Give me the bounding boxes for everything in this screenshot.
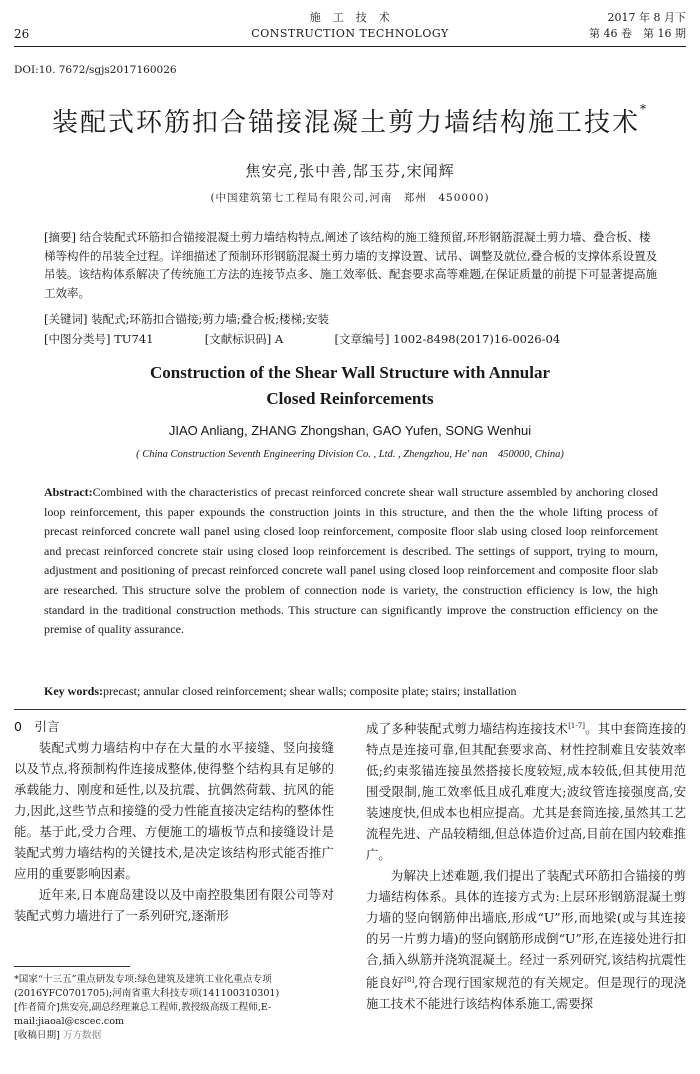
section-heading-intro: 0 引言	[14, 719, 60, 734]
classification-row	[44, 330, 658, 349]
body-column-left	[14, 716, 334, 926]
abstract-cn	[44, 228, 658, 302]
doc-code-value: A	[274, 332, 284, 346]
citation-ref[interactable]: [1-7]	[568, 722, 585, 730]
paper-title-en	[0, 360, 700, 412]
title-en-line1: Construction of the Shear Wall Structure with Annular	[149, 363, 550, 382]
footnote-rule	[14, 966, 130, 967]
title-text-cn: 装配式环筋扣合锚接混凝土剪力墙结构施工技术	[51, 108, 640, 138]
watermark: 万方数据	[62, 1030, 102, 1041]
title-footnote-mark: *	[640, 102, 648, 116]
journal-name-en: CONSTRUCTION TECHNOLOGY	[251, 27, 449, 40]
body-paragraph: 为解决上述难题,我们提出了装配式环筋扣合锚接的剪力墙结构体系。具体的连接方式为:上层环形钢筋混凝土剪力墙的竖向钢筋伸出墙底,形成“U”形,而地梁(或与其连接的另一片剪力墙)的竖向钢筋形成倒“U”形,在连接处进行扣合,插入纵筋并浇筑混凝土。经过一系列研究,该结构抗震性能良好[8],符合现行国家规范的有关规定。但是现行的现浇施工技术不能进行该结构体系施工,需要探	[366, 868, 686, 1012]
abstract-label-cn: [摘要]	[44, 230, 76, 244]
abstract-en: Abstract:Combined with the characteristics of precast reinforced concrete shear wall structure assembled by anchoring closed loop reinforcement, this paper expounds the construction joints in this structure, and then the the whole lifting process of precast reinforced concrete wall panel using closed loop reinforcement, composite floor slab using closed loop reinforcement and precast reinforced concrete stair using closed loop reinforcement is described. The settings of support, trying to mourn, adjustment and positioning of precast reinforced concrete wall panel using closed loop reinforcement and composite floor slab are researched. This structure solve the problem of connection node is variety, the construction efficiency is low, the high standard in the traditional construction methods. This structure can significantly improve the construction efficiency on the premise of quality assurance.	[44, 485, 658, 637]
body-paragraph: 装配式剪力墙结构中存在大量的水平接缝、竖向接缝以及节点,将预制构件连接成整体,使得整个结构具有足够的承载能力、刚度和延性,以及抗震、抗偶然荷载、抗风的能力,因此,这些节点和接缝的受力性能直接决定结构的整体性能。基于此,受力合理、方便施工的墙板节点和接缝设计是装配式剪力墙结构的关键技术,是决定该结构形式能否推广应用的重要影响因素。	[14, 740, 334, 881]
authors-en: JIAO Anliang, ZHANG Zhongshan, GAO Yufen, SONG Wenhui	[168, 423, 532, 438]
issue-info	[589, 10, 686, 42]
body-column-right	[366, 716, 686, 1014]
author-bio: [作者简介]焦安亮,副总经理兼总工程师,教授级高级工程师,E-mail:jiaoal@cscec.com	[14, 1002, 272, 1027]
keywords-en: Key words:precast; annular closed reinforcement; shear walls; composite plate; stairs; installation	[44, 684, 517, 698]
title-en-line2: Closed Reinforcements	[266, 389, 434, 408]
authors-cn: 焦安亮,张中善,郜玉芬,宋闻辉	[245, 162, 455, 180]
abstract-label-en: Abstract	[44, 485, 89, 499]
clc-value: TU741	[114, 332, 154, 346]
affiliation-cn: (中国建筑第七工程局有限公司,河南 郑州 450000)	[210, 192, 490, 204]
keywords-cn	[44, 310, 658, 329]
keywords-label-en: Key words	[44, 684, 99, 698]
page-number: 26	[14, 27, 30, 41]
doc-code-label: [文献标识码]	[204, 332, 272, 346]
keywords-text-en: precast; annular closed reinforcement; shear walls; composite plate; stairs; installation	[103, 684, 517, 698]
keywords-text-cn: 装配式;环筋扣合锚接;剪力墙;叠合板;楼梯;安装	[91, 312, 330, 326]
footnotes	[14, 973, 340, 1043]
volume-issue: 第 46 卷 第 16 期	[589, 27, 686, 40]
keywords-label-cn: [关键词]	[44, 312, 88, 326]
affiliation-en: ( China Construction Seventh Engineering Division Co. , Ltd. , Zhengzhou, He' nan 450000, China)	[136, 449, 564, 460]
article-no-label: [文章编号]	[334, 332, 390, 346]
abstract-text-cn: 结合装配式环筋扣合锚接混凝土剪力墙结构特点,阐述了该结构的施工缝预留,环形钢筋混凝土剪力墙、叠合板、楼梯等构件的吊装全过程。详细描述了预制环形钢筋混凝土剪力墙的支撑设置、试吊、调整及就位,叠合板的支撑体系设置及吊装。该结构体系解决了传统施工方法的连接节点多、施工效率低、配套要求高等难题,在保证质量的前提下可显著提高施工效率。	[44, 230, 658, 300]
citation-ref[interactable]: [8]	[404, 976, 415, 985]
section-divider	[14, 709, 686, 710]
paper-title-cn	[0, 102, 700, 139]
body-paragraph: 成了多种装配式剪力墙结构连接技术[1-7]。其中套筒连接的特点是连接可靠,但其配套要求高、材性控制难且安装效率低;约束浆锚连接虽然搭接长度较短,成本较低,但其使用范围受限制,施工效率低且成孔难度大;波纹管连接强度高,安装速度快,但成本也相应提高。尤其是套筒连接,虽然其工艺流程先进、产品较精细,但总体造价过高,目前在国内较难推广。	[366, 721, 687, 863]
article-no-value: 1002-8498(2017)16-0026-04	[393, 332, 561, 346]
abstract-text-en: Combined with the characteristics of precast reinforced concrete shear wall structure assembled by anchoring closed loop reinforcement, this paper expounds the construction joints in this structure, and then the the whole lifting process of precast reinforced concrete wall panel using closed loop reinforcement, composite floor slab using closed loop reinforcement and precast reinforced concrete stair using closed loop reinforcement is described. The settings of support, trying to mourn, adjustment and positioning of precast reinforced concrete wall panel using closed loop reinforcement and composite floor slab are researched. This structure solve the problem of connection node is variety, the construction efficiency is low, the high standard in the traditional construction methods. This structure can significantly improve the construction efficiency on the premise of quality assurance.	[44, 485, 658, 637]
clc-label: [中图分类号]	[44, 332, 111, 346]
doi: DOI:10. 7672/sgjs2017160026	[14, 64, 177, 76]
header-rule	[14, 46, 686, 47]
issue-date: 2017 年 8 月下	[607, 11, 686, 24]
received-date: [收稿日期] 万方数据	[14, 1030, 102, 1041]
funding-note: *国家“十三五”重点研发专项:绿色建筑及建筑工业化重点专项(2016YFC0701705);河南省重大科技专项(141100310301)	[14, 974, 280, 999]
body-paragraph: 近年来,日本鹿岛建设以及中南控股集团有限公司等对装配式剪力墙进行了一系列研究,逐渐形	[14, 887, 334, 923]
journal-name-cn: 施 工 技 术	[309, 11, 391, 24]
